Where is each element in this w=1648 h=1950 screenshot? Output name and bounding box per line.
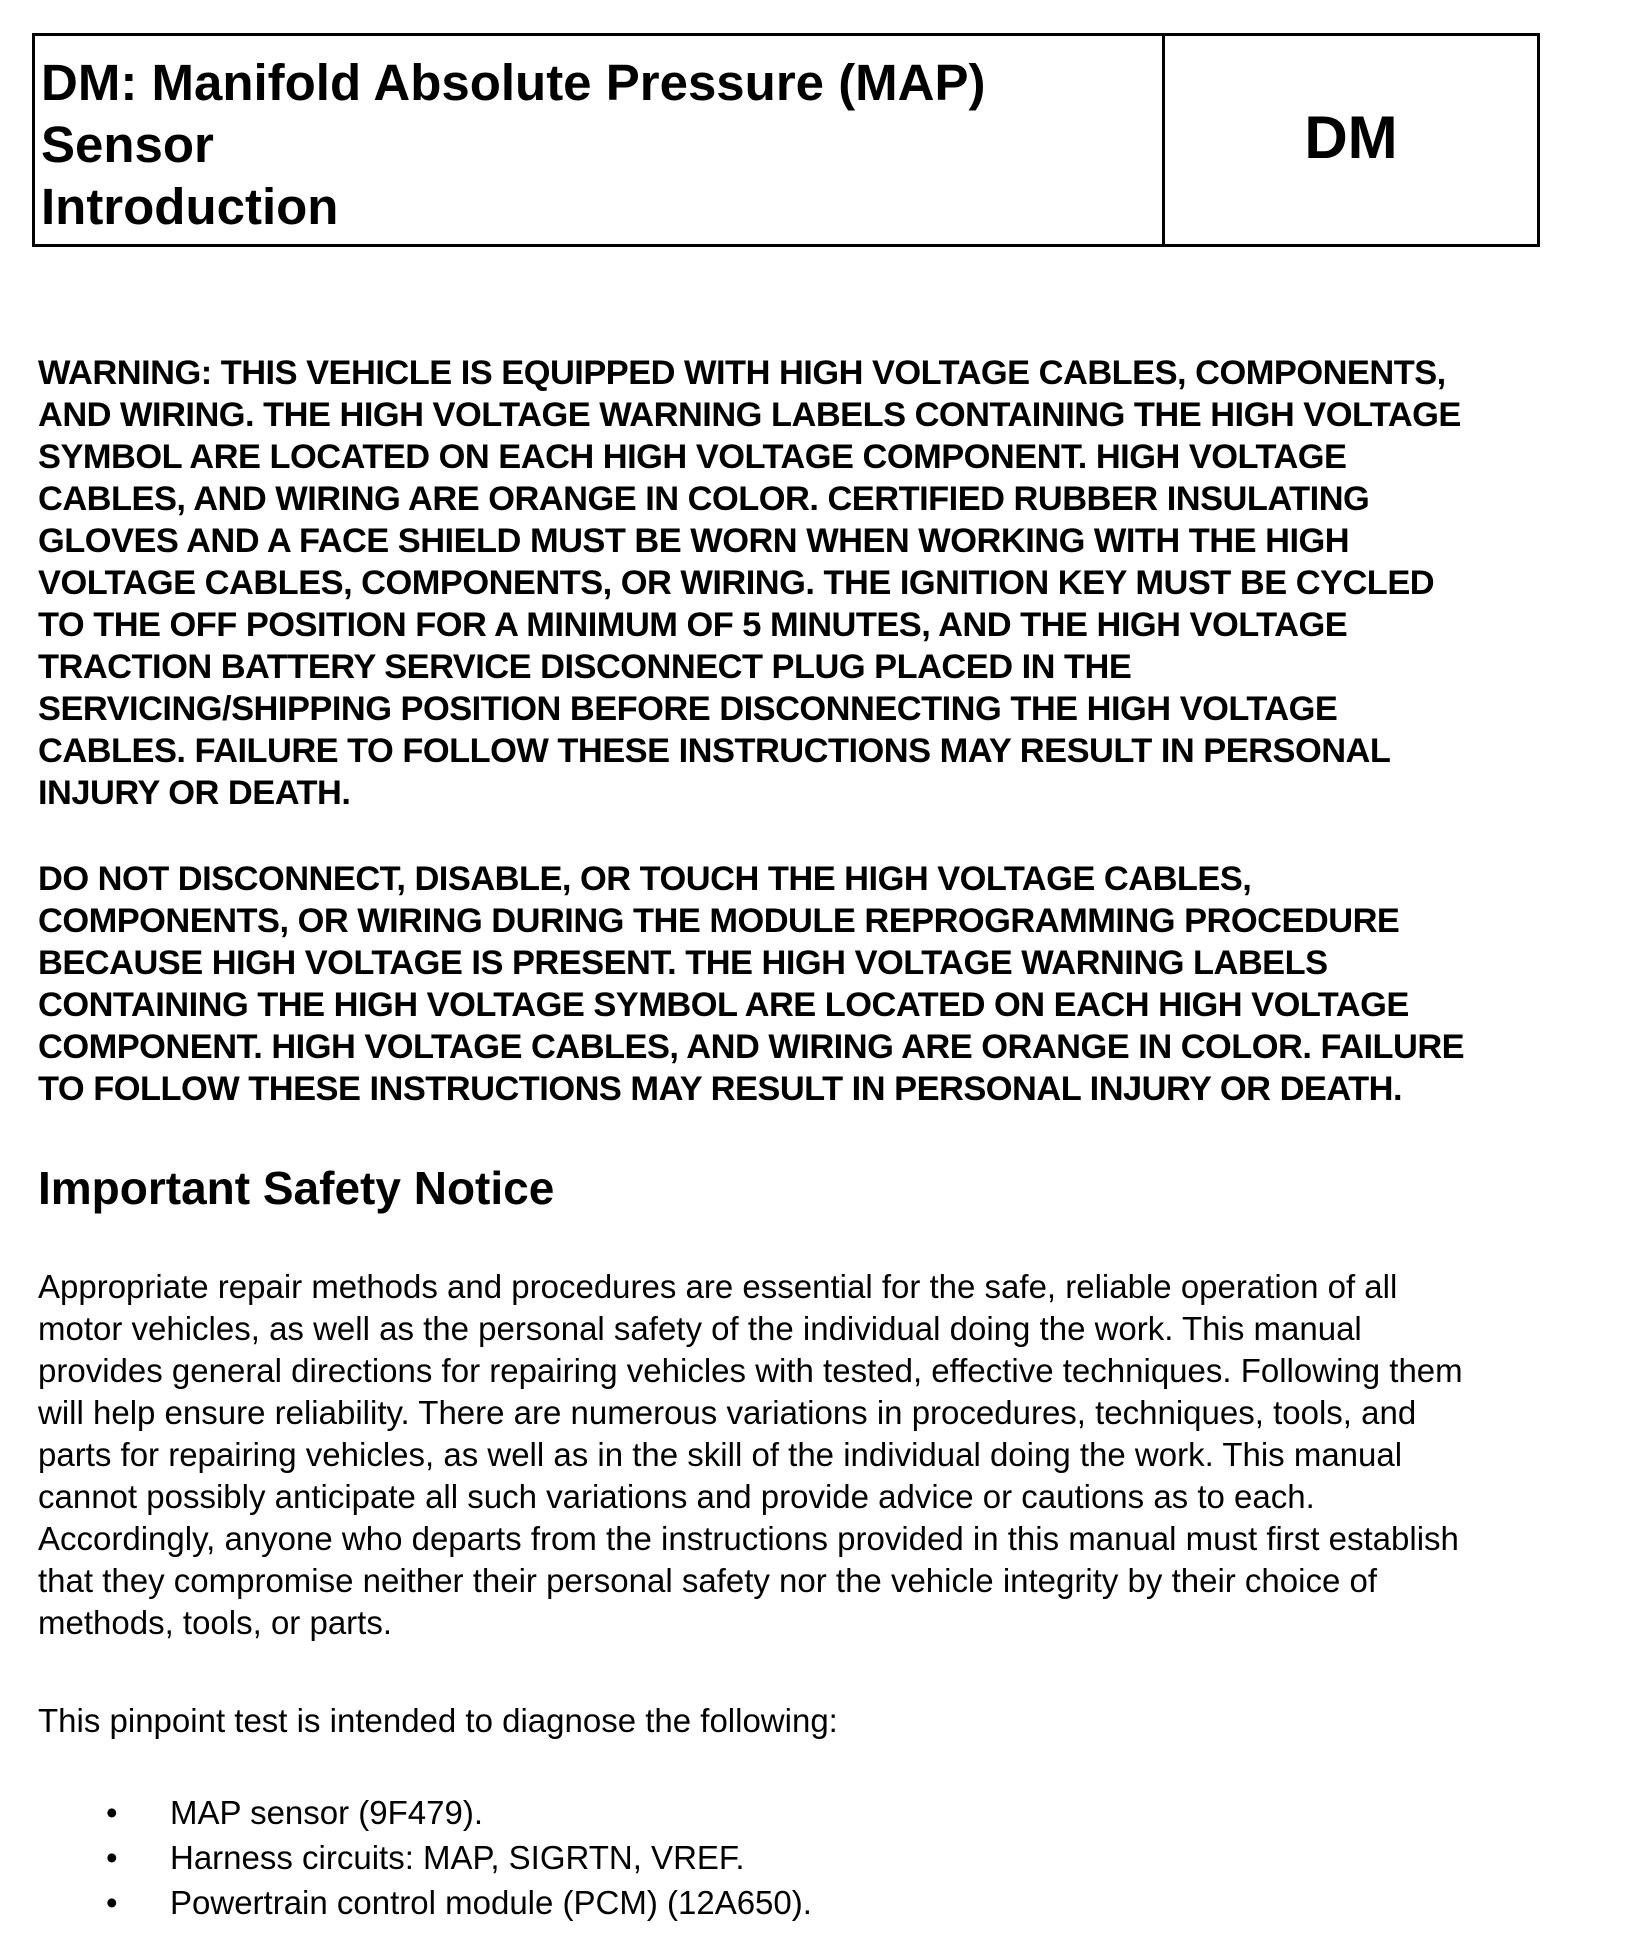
warning-line: GLOVES AND A FACE SHIELD MUST BE WORN WHEN WORKING WITH THE HIGH	[38, 522, 1350, 560]
warning-line: TRACTION BATTERY SERVICE DISCONNECT PLUG PLACED IN THE	[38, 648, 1132, 686]
warning-line: COMPONENT. HIGH VOLTAGE CABLES, AND WIRING ARE ORANGE IN COLOR. FAILURE	[38, 1028, 1465, 1066]
paragraph-line: cannot possibly anticipate all such variations and provide advice or cautions as to each.	[38, 1478, 1315, 1515]
page-title-line: Introduction	[41, 178, 339, 235]
warning-line: CABLES. FAILURE TO FOLLOW THESE INSTRUCTIONS MAY RESULT IN PERSONAL	[38, 732, 1391, 770]
page-title-line: DM: Manifold Absolute Pressure (MAP)	[41, 54, 986, 111]
paragraph-line: provides general directions for repairing vehicles with tested, effective techniques. Following them	[38, 1352, 1463, 1389]
bullet-icon: •	[106, 1884, 118, 1921]
paragraph-line: will help ensure reliability. There are numerous variations in procedures, techniques, tools, and	[38, 1394, 1417, 1431]
paragraph-line: motor vehicles, as well as the personal safety of the individual doing the work. This manual	[38, 1310, 1362, 1347]
paragraph-line: parts for repairing vehicles, as well as in the skill of the individual doing the work. This manual	[38, 1436, 1403, 1473]
list-item	[100, 1880, 812, 1925]
list-item-text: MAP sensor (9F479).	[170, 1794, 484, 1831]
paragraph-line: methods, tools, or parts.	[38, 1604, 392, 1641]
warning-line: INJURY OR DEATH.	[38, 774, 351, 812]
paragraph-line: Accordingly, anyone who departs from the instructions provided in this manual must first establish	[38, 1520, 1459, 1557]
list-item-text: Powertrain control module (PCM) (12A650).	[170, 1884, 812, 1921]
warning-line: TO THE OFF POSITION FOR A MINIMUM OF 5 MINUTES, AND THE HIGH VOLTAGE	[38, 606, 1348, 644]
pinpoint-intro: This pinpoint test is intended to diagnose the following:	[38, 1702, 838, 1739]
warning-line: COMPONENTS, OR WIRING DURING THE MODULE REPROGRAMMING PROCEDURE	[38, 902, 1400, 940]
bullet-icon: •	[106, 1794, 118, 1831]
bullet-icon: •	[106, 1839, 118, 1876]
paragraph-line: Appropriate repair methods and procedures are essential for the safe, reliable operation of all	[38, 1268, 1398, 1305]
warning-line: CONTAINING THE HIGH VOLTAGE SYMBOL ARE LOCATED ON EACH HIGH VOLTAGE	[38, 986, 1409, 1024]
paragraph-line: that they compromise neither their personal safety nor the vehicle integrity by their choice of	[38, 1562, 1378, 1599]
header-table	[32, 33, 1540, 247]
safety-notice-paragraph	[38, 1266, 1628, 1644]
list-item	[100, 1790, 812, 1835]
high-voltage-warning	[38, 352, 1618, 814]
warning-line: CABLES, AND WIRING ARE ORANGE IN COLOR. CERTIFIED RUBBER INSULATING	[38, 480, 1370, 518]
warning-line: WARNING: THIS VEHICLE IS EQUIPPED WITH HIGH VOLTAGE CABLES, COMPONENTS,	[38, 354, 1446, 392]
warning-line: SERVICING/SHIPPING POSITION BEFORE DISCONNECTING THE HIGH VOLTAGE	[38, 690, 1338, 728]
warning-line: AND WIRING. THE HIGH VOLTAGE WARNING LABELS CONTAINING THE HIGH VOLTAGE	[38, 396, 1461, 434]
warning-line: SYMBOL ARE LOCATED ON EACH HIGH VOLTAGE COMPONENT. HIGH VOLTAGE	[38, 438, 1347, 476]
reprogramming-warning	[38, 858, 1618, 1110]
diagnosis-list	[100, 1790, 812, 1925]
warning-line: BECAUSE HIGH VOLTAGE IS PRESENT. THE HIGH VOLTAGE WARNING LABELS	[38, 944, 1328, 982]
warning-line: VOLTAGE CABLES, COMPONENTS, OR WIRING. THE IGNITION KEY MUST BE CYCLED	[38, 564, 1435, 602]
list-item	[100, 1835, 812, 1880]
warning-line: TO FOLLOW THESE INSTRUCTIONS MAY RESULT IN PERSONAL INJURY OR DEATH.	[38, 1070, 1403, 1108]
safety-notice-heading: Important Safety Notice	[38, 1162, 555, 1214]
page-title-line: Sensor	[41, 116, 214, 173]
list-item-text: Harness circuits: MAP, SIGRTN, VREF.	[170, 1839, 745, 1876]
section-code: DM	[1304, 103, 1398, 171]
warning-line: DO NOT DISCONNECT, DISABLE, OR TOUCH THE HIGH VOLTAGE CABLES,	[38, 860, 1252, 898]
page-title	[35, 36, 1165, 244]
